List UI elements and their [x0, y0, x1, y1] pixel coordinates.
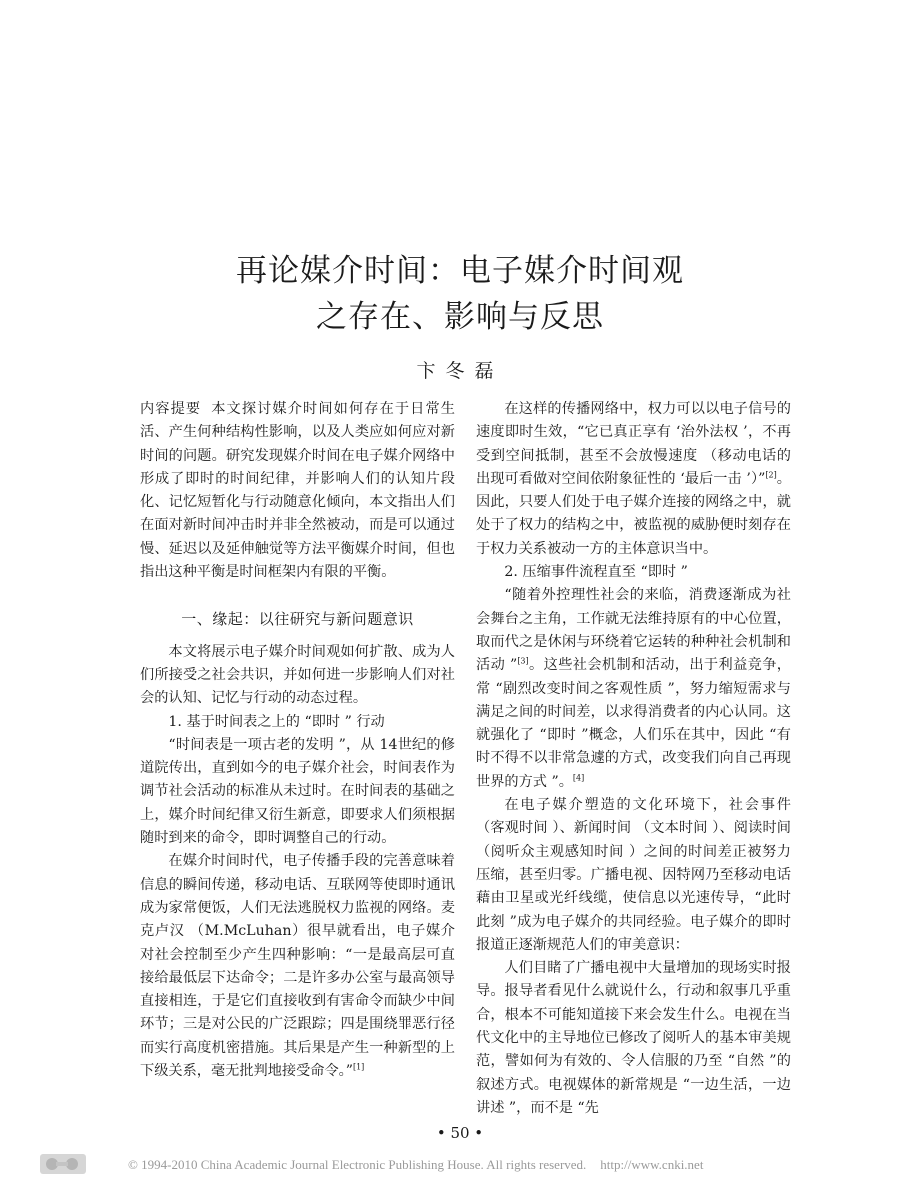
subheading-1: 1. 基于时间表之上的 “即时 ” 行动 [168, 713, 385, 730]
paragraph-intro: 本文将展示电子媒介时间观如何扩散、成为人们所接受之社会共识，并如何进一步影响人们对社会的认知、记忆与行动的动态过程。 [140, 643, 455, 707]
paragraph-live-report: 人们目睹了广播电视中大量增加的现场实时报导。报导者看见什么就说什么，行动和叙事几乎重合，根本不可能知道接下来会发生什么。电视在当代文化中的主导地位已修改了阅听人的基本审美规范，譬如何为有效的、令人信服的乃至 “自然 ”的叙述方式。电视媒体的新常规是 “一边生活，一边讲述 ”，而不是 “先 [476, 960, 791, 1116]
paragraph-power [476, 398, 791, 561]
title-line-2: 之存在、影响与反思 [316, 299, 604, 335]
abstract-label: 内容提要 [140, 401, 202, 417]
abstract-text: 本文探讨媒介时间如何存在于日常生活、产生何种结构性影响，以及人类应如何应对新时间的问题。研究发现媒介时间在电子媒介网络中形成了即时的时间纪律，并影响人们的认知片段化、记忆短暂化与行动随意化倾向，本文指出人们在面对新时间冲击时并非全然被动，而是可以通过慢、延迟以及延伸触觉等方法平衡媒介时间，但也指出这种平衡是时间框架内有限的平衡。 [140, 401, 455, 581]
paragraph-mcluhan-text: 在媒介时间时代，电子传播手段的完善意味着信息的瞬间传递，移动电话、互联网等使即时通讯成为家常便饭，人们无法逃脱权力监视的网络。麦克卢汉 （M.McLuhan）很早就看出，电子媒介对社会控制至少产生四种影响：“一是最高层可直接给最低层下达命令；二是许多办公室与最高领导直接相连，于是它们直接收到有害命令而缺少中间环节；三是对公民的广泛跟踪；四是围绕罪恶行径而实行高度机密措施。其后果是产生一种新型的上下级关系，毫无批判地接受命令。” [140, 853, 455, 1080]
paragraph-consumption [476, 584, 791, 794]
citation-1: [1] [352, 1062, 365, 1072]
title-line-1: 再论媒介时间：电子媒介时间观 [236, 253, 684, 289]
cnki-logo-icon [40, 1154, 86, 1174]
author-name: 卞冬磊 [416, 360, 504, 382]
left-column [140, 398, 455, 1083]
cnki-link[interactable]: http://www.cnki.net [600, 1157, 704, 1172]
paragraph-time-gap: 在电子媒介塑造的文化环境下，社会事件 （客观时间 ）、新闻时间 （文本时间 ）、阅读时间 （阅听众主观感知时间 ）之间的时间差正被努力压缩，甚至归零。广播电视、因特网乃至移动电话藉由卫星或光纤线缆，使信息以光速传导，“此时此刻 ”成为电子媒介的共同经验。电子媒介的即时报道正逐渐规范人们的审美意识： [476, 797, 791, 953]
paragraph-consumption-tail: 。这些社会机制和活动，出于利益竞争，常 “剧烈改变时间之客观性质 ”，努力缩短需求与满足之间的时间差，以求得消费者的内心认同。这就强化了 “即时 ”概念，人们乐在其中，因此 “有时不得不以非常急遽的方式，改变我们向自己再现世界的方式 ”。 [476, 657, 791, 790]
copyright-text: © 1994-2010 China Academic Journal Electronic Publishing House. All rights reserved. [128, 1157, 587, 1172]
right-column [476, 398, 791, 1120]
paragraph-consumption-text: “随着外控理性社会的来临，消费逐渐成为社会舞台之主角，工作就无法维持原有的中心位置，取而代之是休闲与环绕着它运转的种种社会机制和活动 ” [476, 587, 791, 674]
citation-2: [2] [765, 470, 777, 480]
article-title [0, 248, 920, 340]
citation-4: [4] [572, 773, 585, 783]
abstract [140, 398, 455, 584]
paragraph-power-text: 在这样的传播网络中，权力可以以电子信号的速度即时生效，“它已真正享有 ‘治外法权 ’，不再受到空间抵制，甚至不会放慢速度 （移动电话的出现可看做对空间依附象征性的 ‘最后一击 ’）” [476, 401, 791, 487]
page-number: • 50 • [436, 1124, 484, 1142]
paragraph-timetable: “时间表是一项古老的发明 ”，从 14世纪的修道院传出，直到如今的电子媒介社会，时间表作为调节社会活动的标准从未过时。在时间表的基础之上，媒介时间纪律又衍生新意，即要求人们须根据随时到来的命令，即时调整自己的行动。 [140, 736, 455, 847]
paragraph-mcluhan [140, 850, 455, 1083]
footer [40, 1152, 900, 1180]
citation-3: [3] [517, 656, 529, 666]
footer-copyright [128, 1157, 703, 1173]
paragraph-power-tail: 。因此，只要人们处于电子媒介连接的网络之中，就处于了权力的结构之中，被监视的威胁便时刻存在于权力关系被动一方的主体意识当中。 [476, 470, 791, 557]
section-heading: 一、缘起：以往研究与新问题意识 [181, 610, 414, 629]
subheading-2: 2. 压缩事件流程直至 “即时 ” [504, 564, 688, 581]
